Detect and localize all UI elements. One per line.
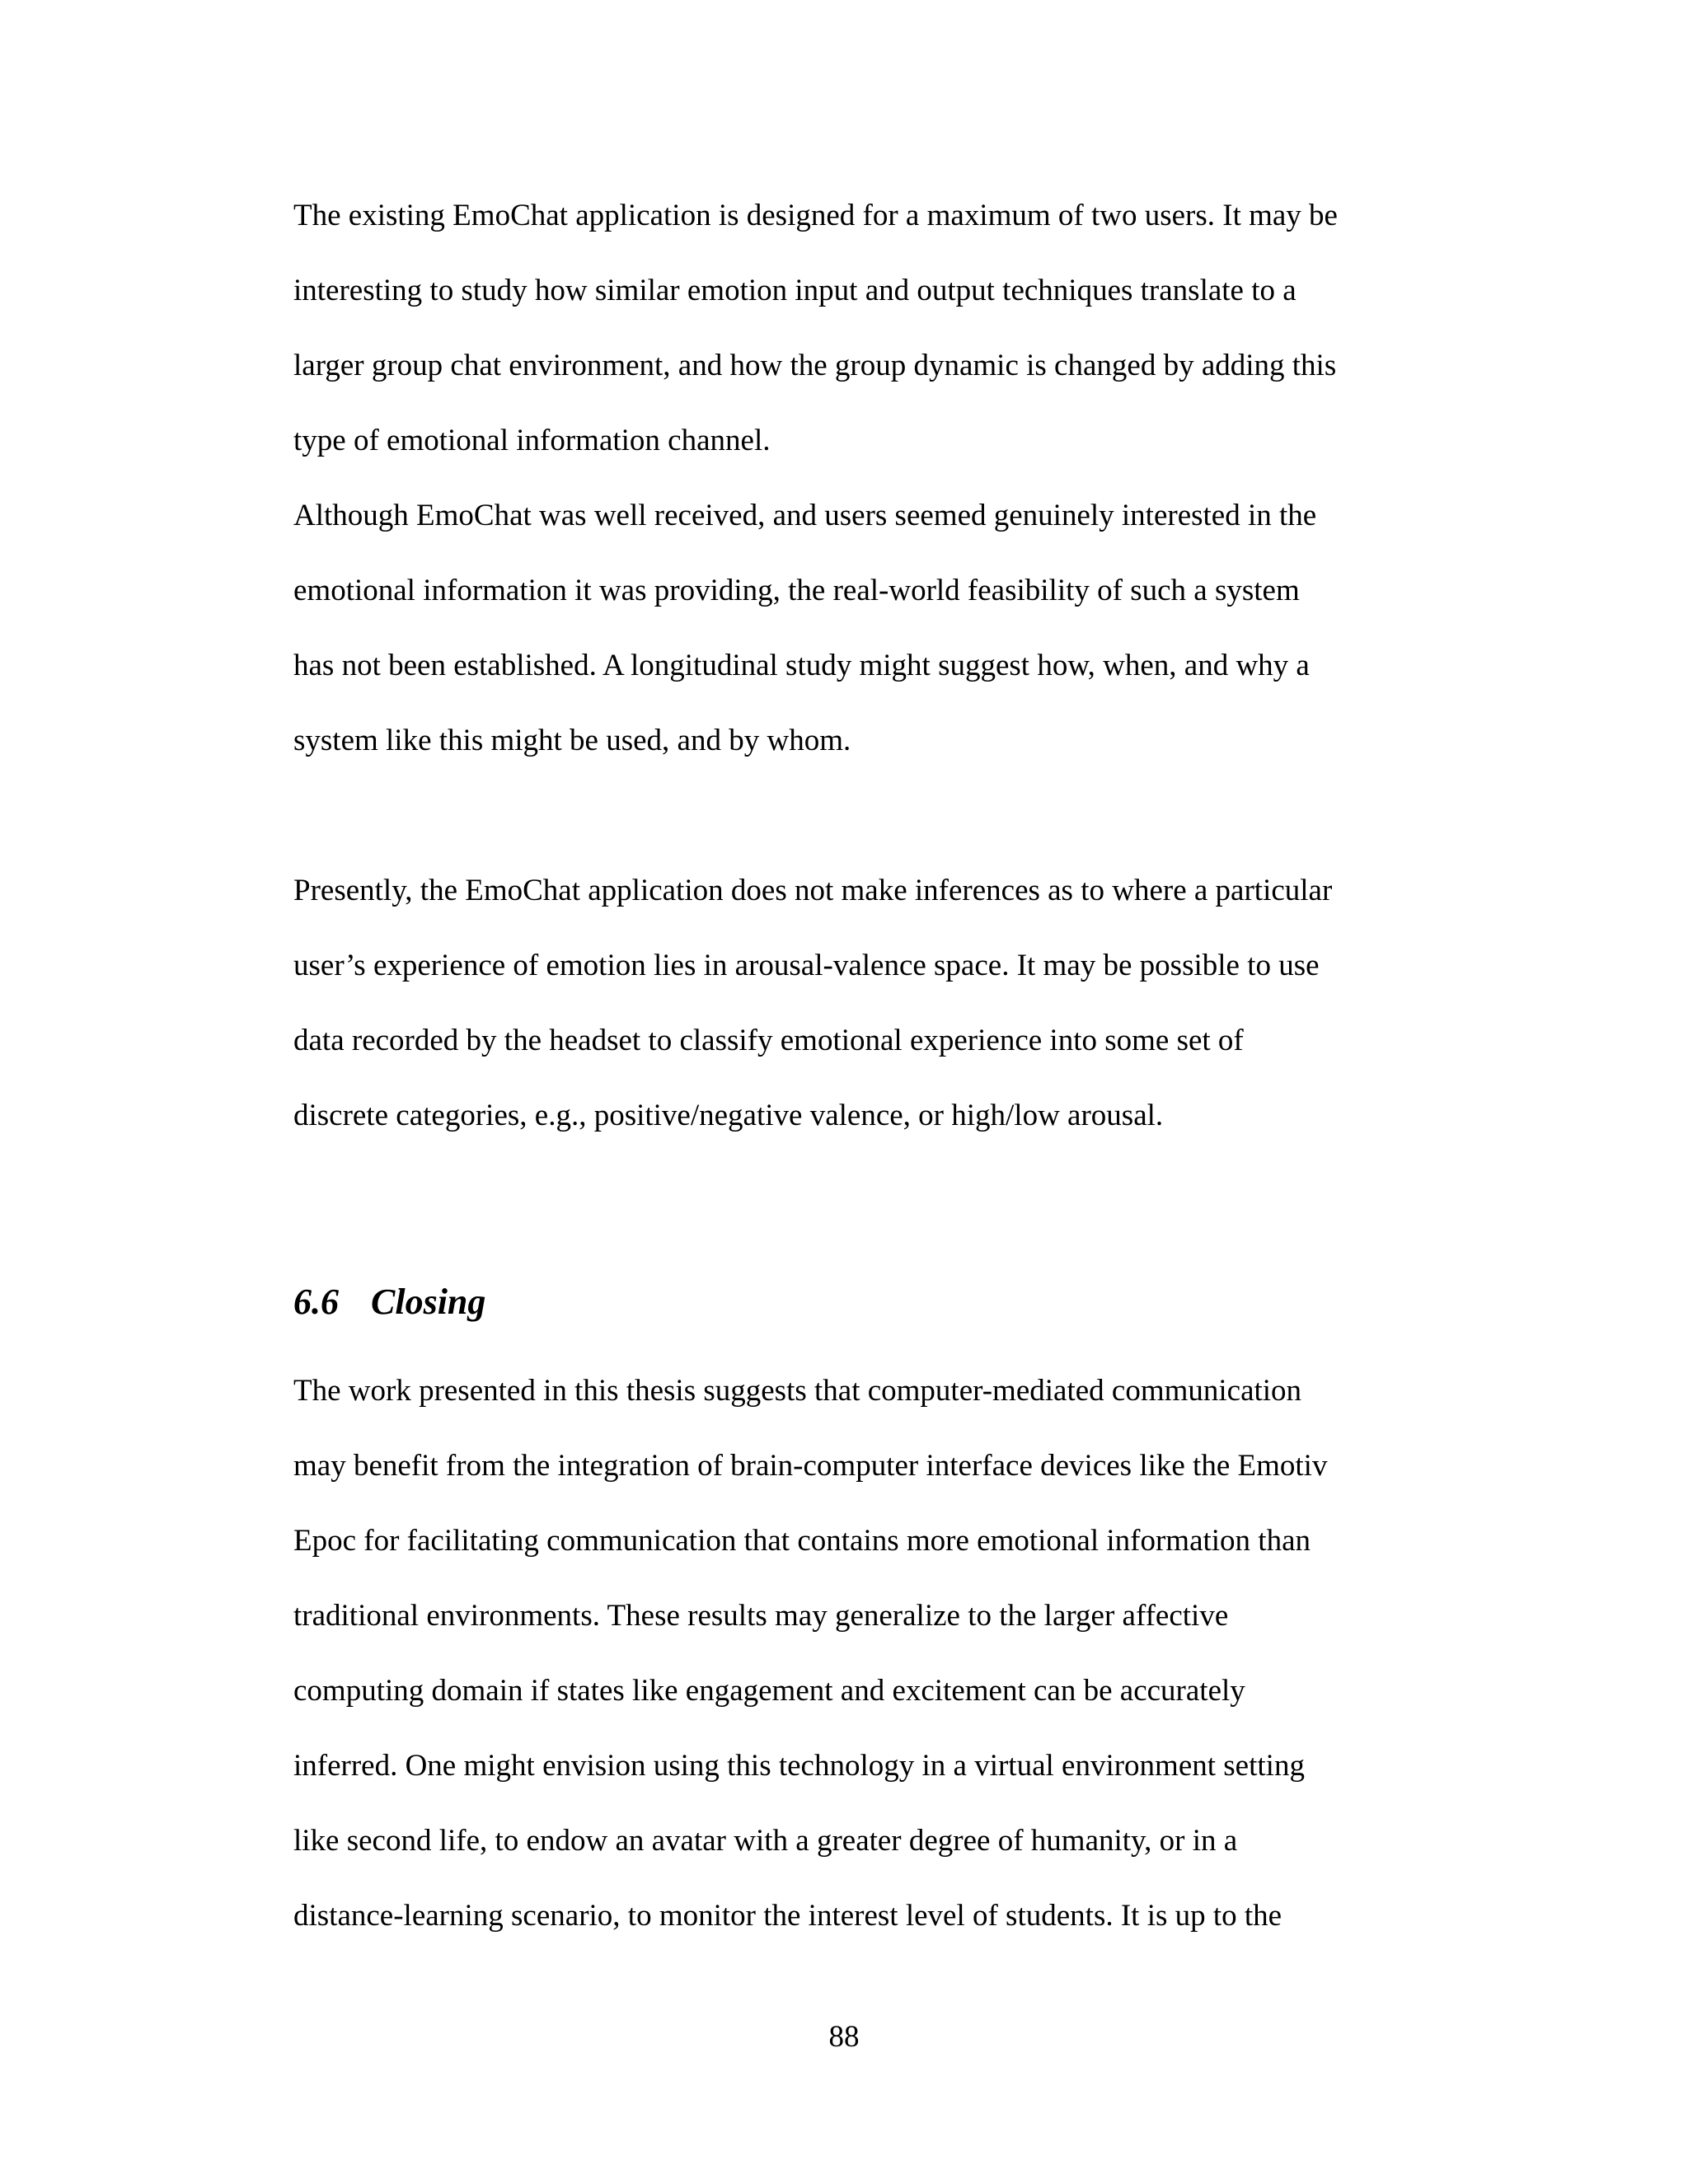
section-number: 6.6 xyxy=(293,1282,339,1322)
text-line: system like this might be used, and by whom. xyxy=(293,724,851,757)
text-line: Presently, the EmoChat application does not make inferences as to where a particular xyxy=(293,874,1333,907)
text-line: data recorded by the headset to classify emotional experience into some set of xyxy=(293,1024,1244,1057)
text-line: distance-learning scenario, to monitor the interest level of students. It is up to the xyxy=(293,1899,1282,1933)
text-line: The existing EmoChat application is designed for a maximum of two users. It may be xyxy=(293,199,1338,232)
text-line: The work presented in this thesis suggests that computer-mediated communication xyxy=(293,1374,1302,1408)
page-number: 88 xyxy=(828,2020,860,2054)
text-line: may benefit from the integration of brain-computer interface devices like the Emotiv xyxy=(293,1449,1328,1483)
text-line: has not been established. A longitudinal study might suggest how, when, and why a xyxy=(293,649,1310,682)
text-line: interesting to study how similar emotion input and output techniques translate to a xyxy=(293,274,1296,307)
text-line: discrete categories, e.g., positive/negative valence, or high/low arousal. xyxy=(293,1099,1164,1132)
text-line: inferred. One might envision using this technology in a virtual environment setting xyxy=(293,1749,1305,1783)
text-line: traditional environments. These results may generalize to the larger affective xyxy=(293,1599,1229,1633)
text-line: Epoc for facilitating communication that contains more emotional information than xyxy=(293,1524,1311,1558)
text-line: like second life, to endow an avatar with a greater degree of humanity, or in a xyxy=(293,1824,1238,1858)
text-line: user’s experience of emotion lies in arousal-valence space. It may be possible to use xyxy=(293,949,1320,982)
text-line: type of emotional information channel. xyxy=(293,424,771,457)
text-line: Although EmoChat was well received, and users seemed genuinely interested in the xyxy=(293,499,1317,532)
section-heading xyxy=(293,1281,485,1324)
text-line: emotional information it was providing, the real-world feasibility of such a system xyxy=(293,574,1300,607)
text-line: larger group chat environment, and how the group dynamic is changed by adding this xyxy=(293,349,1337,382)
section-title: Closing xyxy=(371,1282,486,1322)
text-line: computing domain if states like engagement and excitement can be accurately xyxy=(293,1674,1245,1708)
